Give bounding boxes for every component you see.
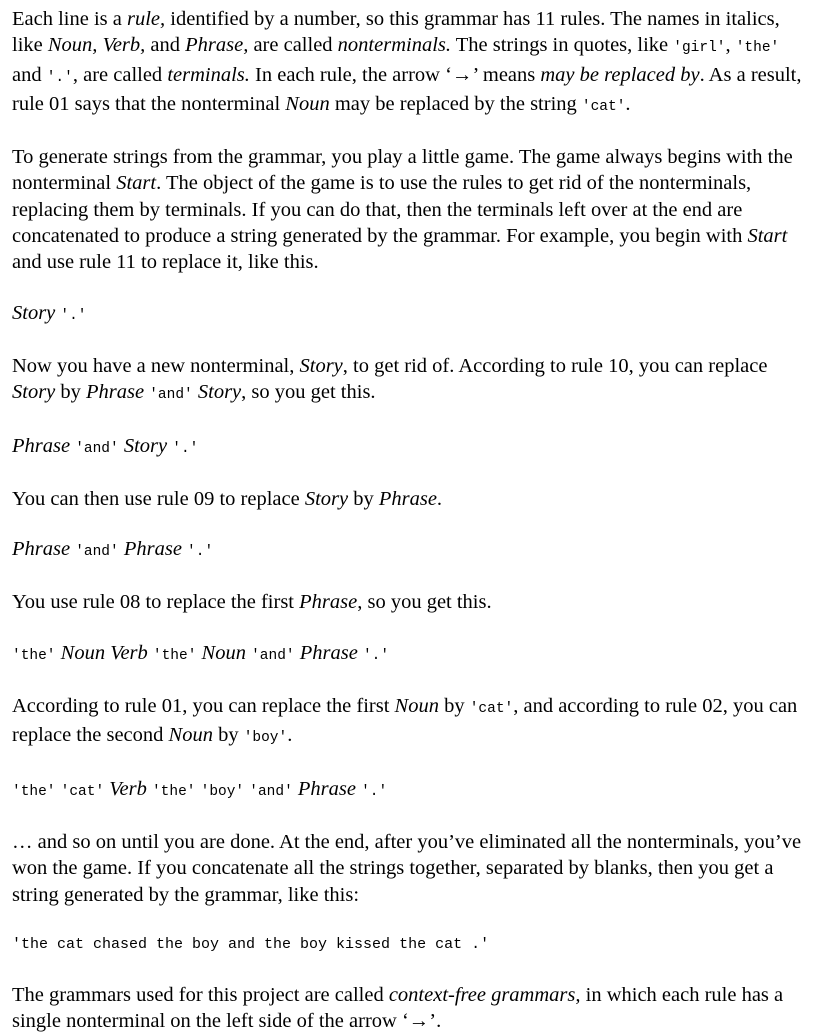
derivation-step-2: Phrase 'and' Story '.' [12,434,199,457]
paragraph-rule-08: You use rule 08 to replace the first Phrase, so you get this. [12,591,492,614]
paragraph-rules-intro: Each line is a rule, identified by a number, so this grammar has 11 rules. The names in italics, like Noun, Verb, and Phrase, are called nonterminals. The strings in quotes, like 'girl', 'the' and '.', are called terminals. In each rule, the arrow ‘→’ means may be replaced by. As a result, rule 01 says that the nonterminal Noun may be replaced by the string 'cat'. [12,8,802,115]
derivation-step-4: 'the' Noun Verb 'the' Noun 'and' Phrase '.' [12,641,390,664]
paragraph-rule-10: Now you have a new nonterminal, Story, to get rid of. According to rule 10, you can replace Story by Phrase 'and' Story, so you get this. [12,354,768,404]
paragraph-rules-01-02: According to rule 01, you can replace the first Noun by 'cat', and according to rule 02, you can replace the second Noun by 'boy'. [12,695,798,747]
derivation-step-3: Phrase 'and' Phrase '.' [12,538,214,561]
paragraph-conclusion: … and so on until you are done. At the end, after you’ve eliminated all the nonterminals, you’ve won the game. If you concatenate all the strings together, separated by blanks, then you get a string generated by the grammar, like this: [12,830,802,906]
derivation-step-1: Story '.' [12,301,87,324]
document-body [12,6,812,1034]
generated-string-example: 'the cat chased the boy and the boy kissed the cat .' [12,935,490,953]
derivation-step-5: 'the' 'cat' Verb 'the' 'boy' 'and' Phrase '.' [12,777,388,800]
paragraph-rule-09: You can then use rule 09 to replace Story by Phrase. [12,487,443,510]
paragraph-context-free: The grammars used for this project are called context-free grammars, in which each rule has a single nonterminal on the left side of the arrow ‘→’. [12,983,784,1033]
paragraph-game-intro: To generate strings from the grammar, you play a little game. The game always begins with the nonterminal Start. The object of the game is to use the rules to get rid of the nonterminals, replacing them by terminals. If you can do that, then the terminals left over at the end are concatenated to produce a string generated by the grammar. For example, you begin with Start and use rule 11 to replace it, like this. [12,146,793,274]
